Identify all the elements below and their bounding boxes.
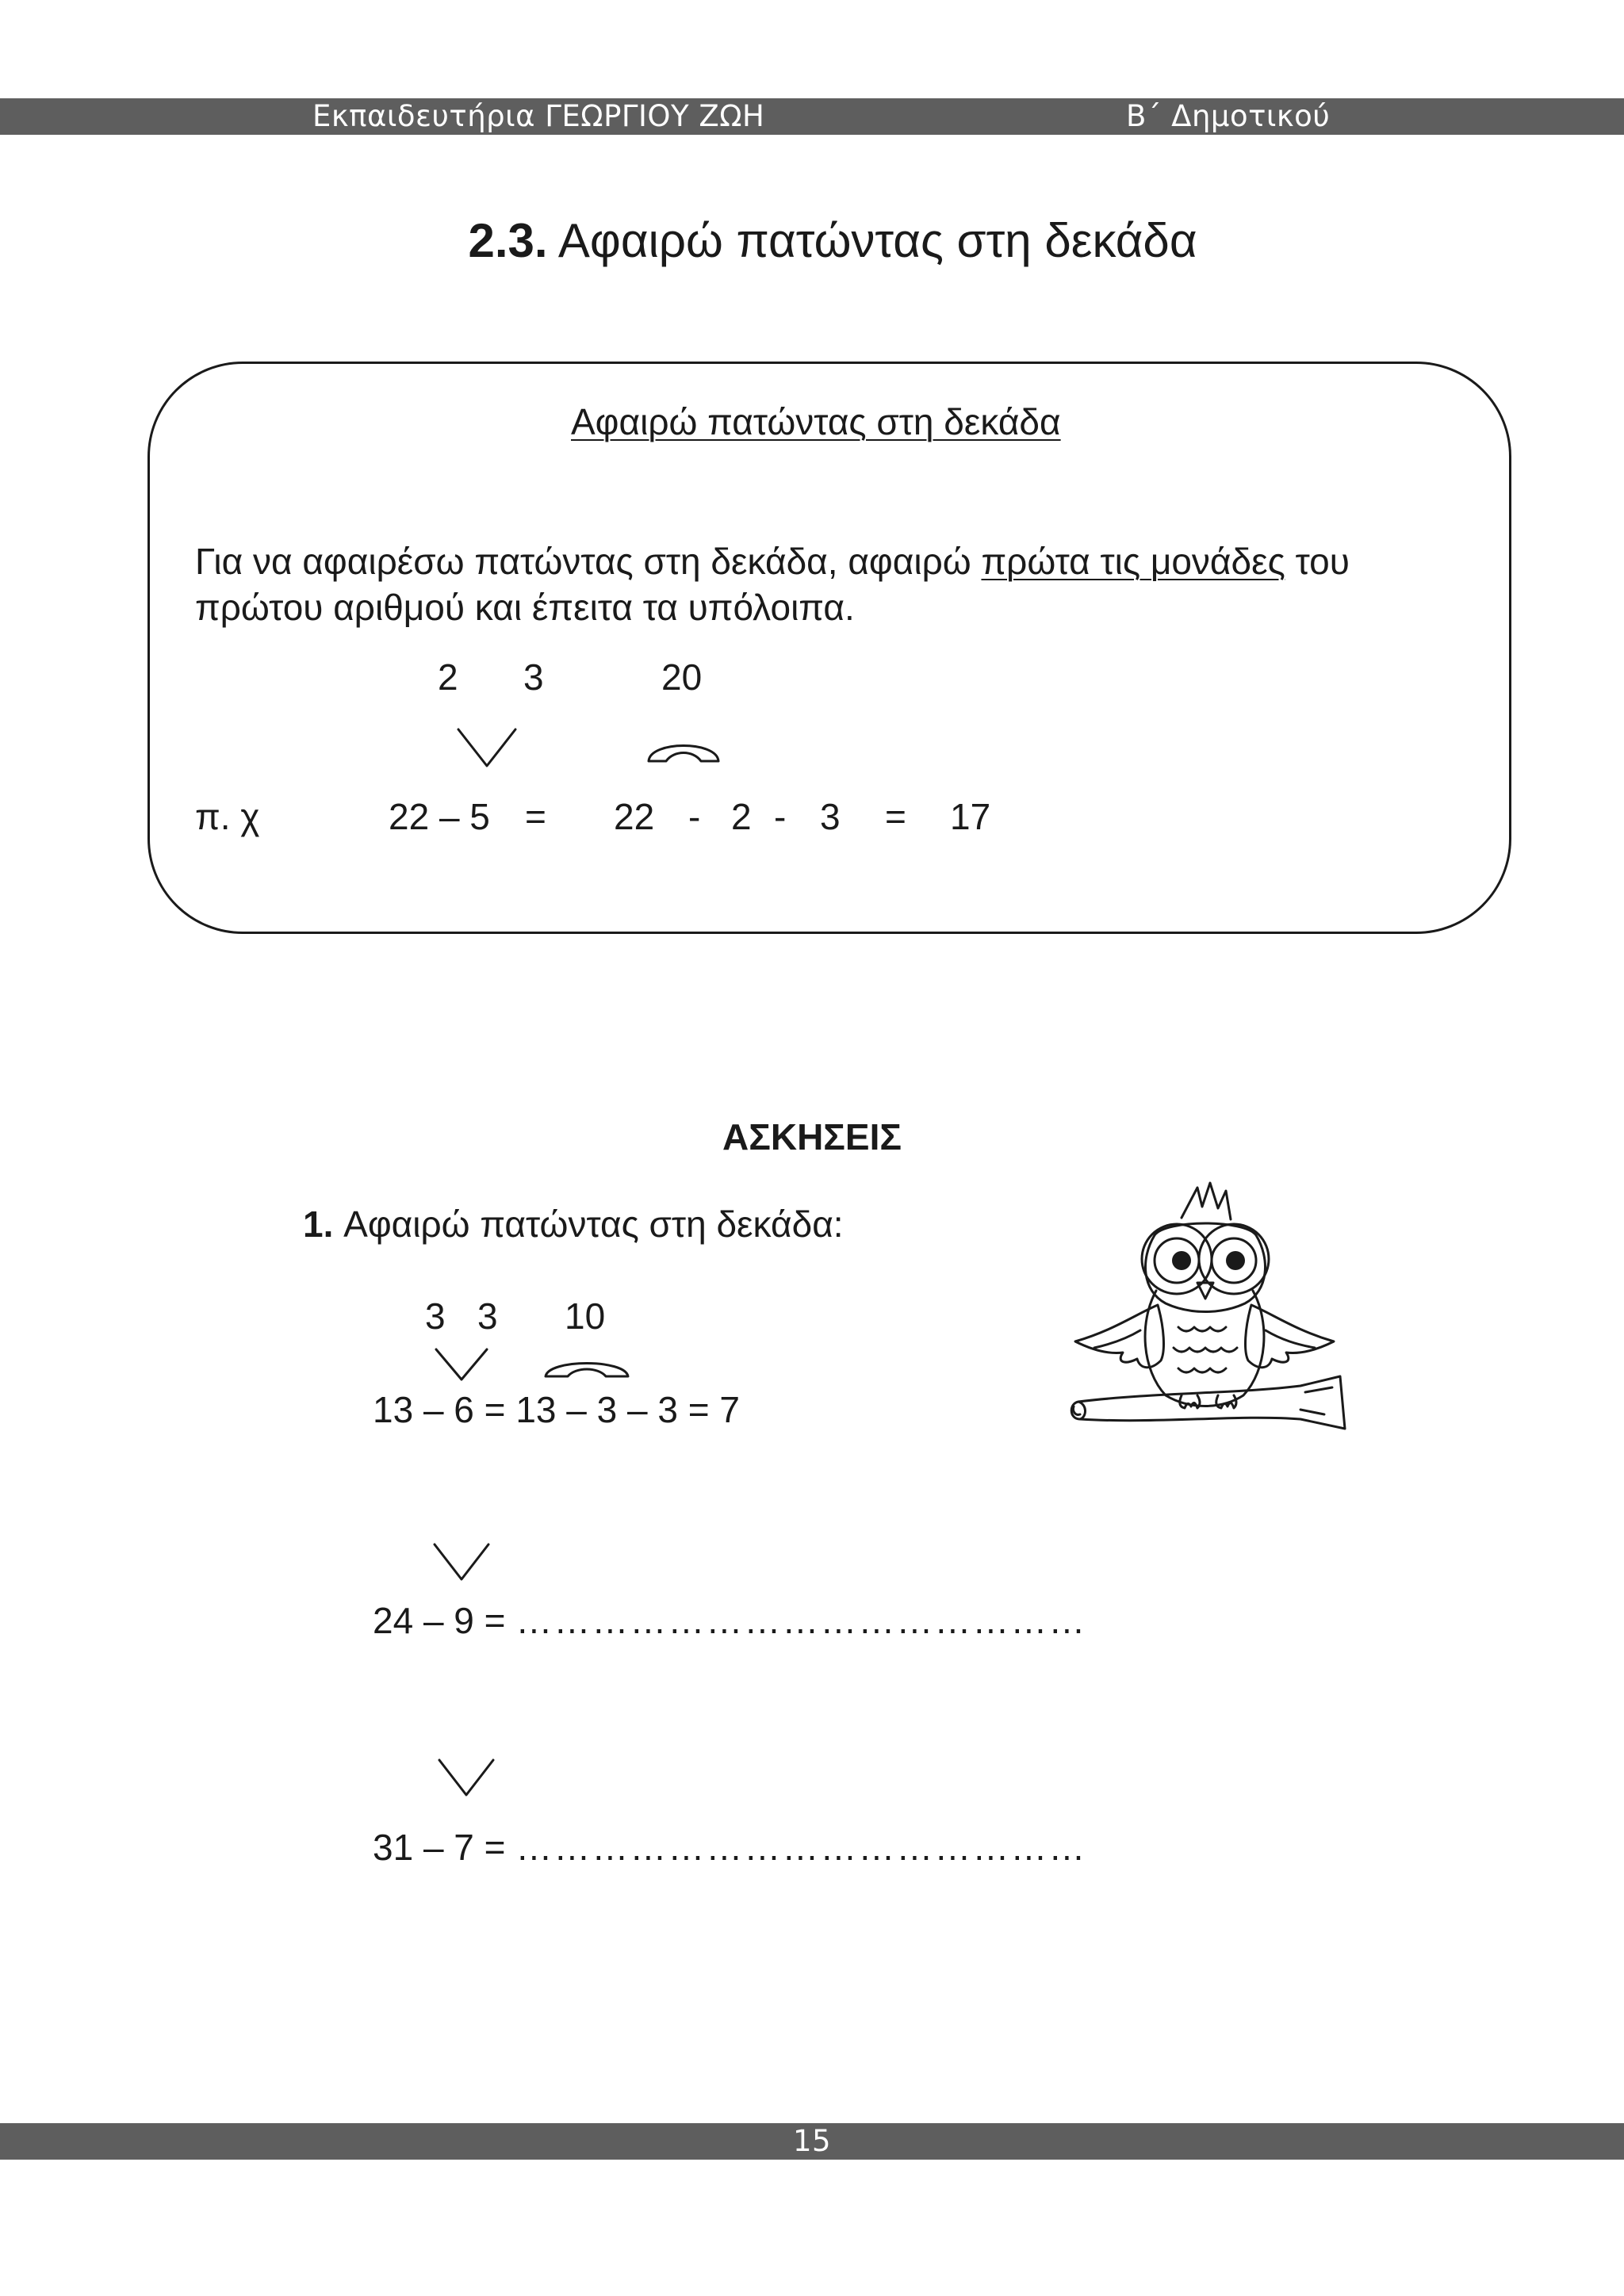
solved-split-a: 3 <box>425 1295 446 1337</box>
solved-tens-arc-mark <box>542 1356 631 1380</box>
owl-icon <box>1063 1172 1348 1441</box>
solved-line: 13 – 6 = 13 – 3 – 3 = 7 <box>373 1389 740 1430</box>
solved-split-mark <box>435 1348 488 1383</box>
example-expression: 22 – 5 <box>389 796 490 837</box>
exercise-1-split-mark <box>433 1543 490 1582</box>
split-mark <box>457 728 517 769</box>
exercise-2 <box>373 1825 1086 1869</box>
task-text: Αφαιρώ πατώντας στη δεκάδα: <box>343 1203 844 1245</box>
section-title: Αφαιρώ πατώντας στη δεκάδα <box>557 214 1197 267</box>
exercise-2-split-mark <box>438 1758 495 1798</box>
task-1-instruction <box>303 1202 844 1246</box>
exercise-2-expression: 31 – 7 = <box>373 1827 506 1868</box>
example-minus-2: - <box>774 796 787 837</box>
footer-bar <box>0 2123 1624 2160</box>
example-minus-1: - <box>688 796 701 837</box>
example-tens: 20 <box>661 656 703 698</box>
example-prefix: π. χ <box>195 796 260 837</box>
grade-label: Β΄ Δημοτικού <box>1126 99 1331 133</box>
rule-heading: Αφαιρώ πατώντας στη δεκάδα <box>571 401 1061 442</box>
example-split-a: 2 <box>438 656 458 698</box>
example-split-b: 3 <box>523 656 544 698</box>
rule-box <box>147 362 1511 934</box>
example-term-2: 2 <box>731 796 752 837</box>
task-number: 1. <box>303 1203 334 1245</box>
exercise-1-expression: 24 – 9 = <box>373 1600 506 1641</box>
solved-split-b: 3 <box>477 1295 498 1337</box>
exercise-1 <box>373 1598 1086 1643</box>
page-title <box>0 212 1624 270</box>
exercises-heading: ΑΣΚΗΣΕΙΣ <box>722 1116 902 1158</box>
page-number: 15 <box>792 2124 832 2158</box>
exercise-1-answer-blank[interactable]: ……………………………………… <box>515 1600 1087 1641</box>
solved-tens: 10 <box>565 1295 606 1337</box>
example-term-3: 3 <box>820 796 841 837</box>
tens-arc-mark <box>645 736 722 764</box>
example-term-1: 22 <box>614 796 655 837</box>
rule-line-1 <box>195 539 1350 584</box>
exercise-2-answer-blank[interactable]: ……………………………………… <box>515 1827 1087 1868</box>
rule-line-2: πρώτου αριθμού και έπειτα τα υπόλοιπα. <box>195 587 855 628</box>
rule-line-1-end: του <box>1285 541 1350 582</box>
rule-line-1-start: Για να αφαιρέσω πατώντας στη δεκάδα, αφαιρώ <box>195 541 982 582</box>
example-equals-2: = <box>885 796 906 837</box>
example-equals-1: = <box>525 796 546 837</box>
rule-emphasis: πρώτα τις μονάδες <box>981 541 1285 582</box>
school-name: Εκπαιδευτήρια ΓΕΩΡΓΙΟΥ ΖΩΗ <box>312 99 765 133</box>
example-result: 17 <box>950 796 991 837</box>
header-bar <box>0 98 1624 135</box>
section-number: 2.3. <box>468 214 548 267</box>
